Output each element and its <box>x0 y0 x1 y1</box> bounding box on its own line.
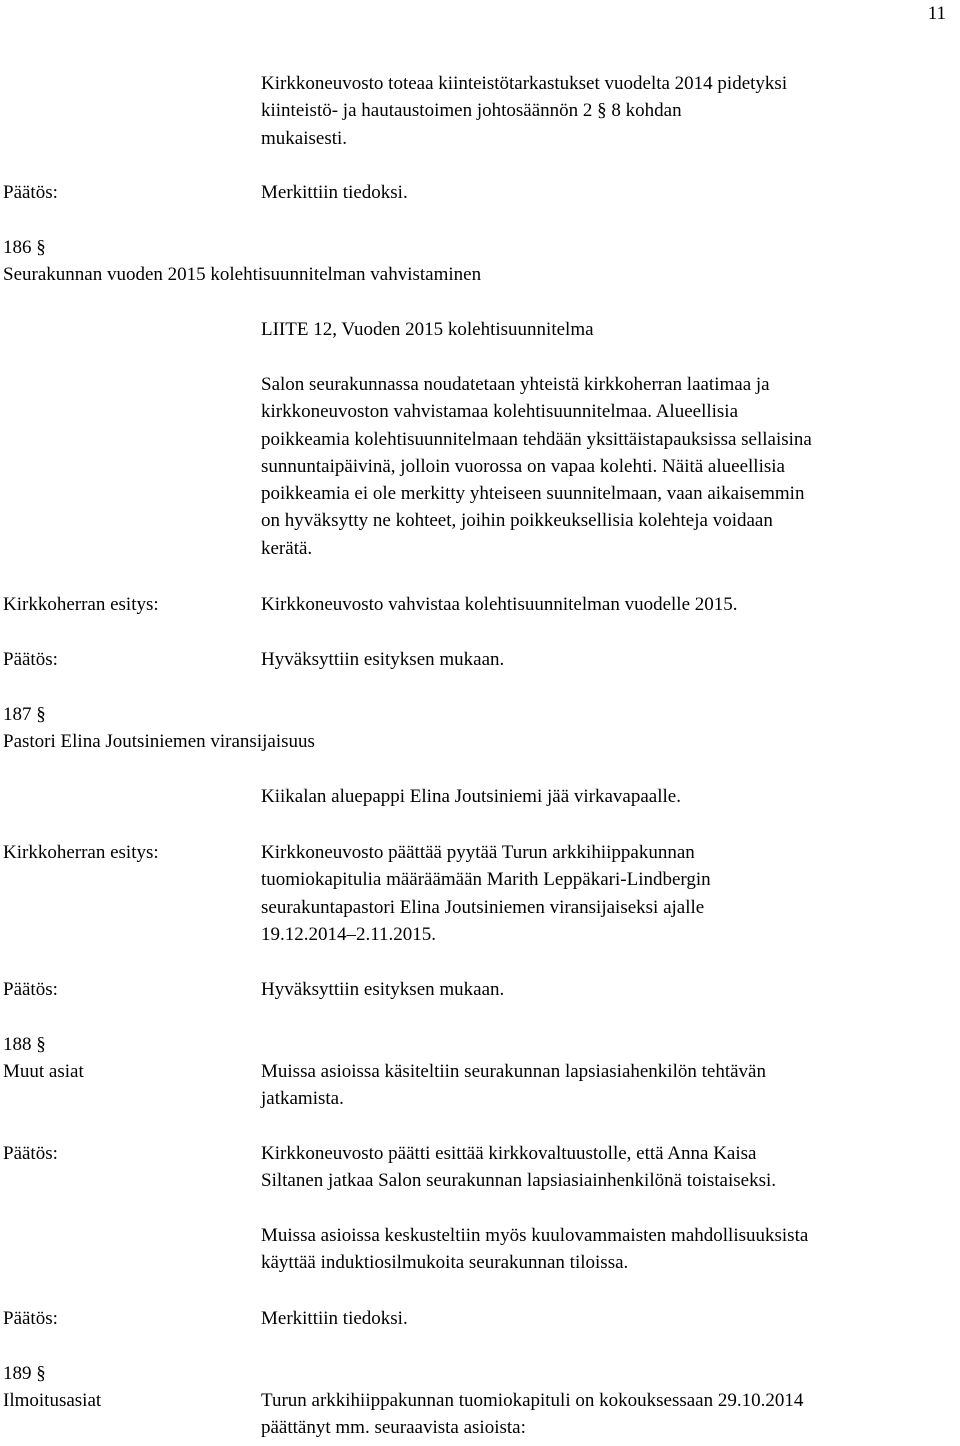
decision-text: Merkittiin tiedoksi. <box>261 1308 408 1329</box>
proposal-line: 19.12.2014–2.11.2015. <box>261 923 437 945</box>
decision-label: Päätös: <box>3 649 58 670</box>
proposal-line: Kirkkoneuvosto päättää pyytää Turun arkkihiippakunnan <box>261 842 695 863</box>
body-line: sunnuntaipäivinä, jolloin vuorossa on vapaa kolehti. Näitä alueellisia <box>261 455 785 477</box>
proposal-text: Kirkkoneuvosto vahvistaa kolehtisuunnitelman vuodelle 2015. <box>261 594 738 615</box>
section-186-body <box>261 371 951 562</box>
intro-line: kiinteistö- ja hautaustoimen johtosäännön 2 § 8 kohdan <box>261 100 682 122</box>
proposal-line: seurakuntapastori Elina Joutsiniemen viransijaiseksi ajalle <box>261 896 705 918</box>
body-line: kerätä. <box>261 537 313 559</box>
section-number: 187 § <box>3 704 46 725</box>
decision-line: Siltanen jatkaa Salon seurakunnan lapsiasiainhenkilönä toistaiseksi. <box>261 1170 776 1192</box>
section-title: Pastori Elina Joutsiniemen viransijaisuus <box>3 731 315 752</box>
section-number: 188 § <box>3 1034 46 1055</box>
body-line: käyttää induktiosilmukoita seurakunnan tiloissa. <box>261 1252 629 1274</box>
section-189-heading <box>3 1360 101 1414</box>
body-line: poikkeamia ei ole merkitty yhteiseen suunnitelmaan, vaan aikaisemmin <box>261 483 805 505</box>
body-line: Muissa asioissa käsiteltiin seurakunnan lapsiasiahenkilön tehtävän <box>261 1061 766 1082</box>
section-188-heading <box>3 1031 84 1085</box>
decision-line: Kirkkoneuvosto päätti esittää kirkkovaltuustolle, että Anna Kaisa <box>261 1143 757 1164</box>
decision-text: Hyväksyttiin esityksen mukaan. <box>261 649 505 670</box>
decision-label: Päätös: <box>3 1143 58 1164</box>
body-line: on hyväksytty ne kohteet, joihin poikkeuksellisia kolehteja voidaan <box>261 510 773 532</box>
proposal-line: tuomiokapitulia määräämään Marith Leppäkari-Lindbergin <box>261 869 711 891</box>
body-line: poikkeamia kolehtisuunnitelmaan tehdään yksittäistapauksissa sellaisina <box>261 428 812 450</box>
section-188-body <box>261 1058 951 1113</box>
section-188-body-2 <box>261 1222 951 1277</box>
attachment-reference: LIITE 12, Vuoden 2015 kolehtisuunnitelma <box>261 319 594 340</box>
body-line: Turun arkkihiippakunnan tuomiokapituli on kokouksessaan 29.10.2014 <box>261 1390 804 1411</box>
section-187-body: Kiikalan aluepappi Elina Joutsiniemi jää virkavapaalle. <box>261 786 681 807</box>
intro-decision-text: Merkittiin tiedoksi. <box>261 182 408 203</box>
decision-label: Päätös: <box>3 1308 58 1329</box>
intro-paragraph <box>261 70 951 152</box>
body-line: Salon seurakunnassa noudatetaan yhteistä kirkkoherran laatimaa ja <box>261 374 770 395</box>
decision-label: Päätös: <box>3 979 58 1000</box>
decision-text: Hyväksyttiin esityksen mukaan. <box>261 979 505 1000</box>
section-186-heading <box>3 234 481 288</box>
proposal-label: Kirkkoherran esitys: <box>3 842 159 863</box>
section-187-heading <box>3 701 315 755</box>
body-line: päättänyt mm. seuraavista asioista: <box>261 1417 526 1439</box>
section-title: Seurakunnan vuoden 2015 kolehtisuunnitelman vahvistaminen <box>3 264 482 285</box>
intro-line: mukaisesti. <box>261 127 348 149</box>
page-number: 11 <box>927 3 946 24</box>
section-number: 189 § <box>3 1363 46 1384</box>
body-line: jatkamista. <box>261 1088 344 1110</box>
decision-text <box>261 1140 951 1195</box>
section-title: Ilmoitusasiat <box>3 1390 102 1411</box>
body-line: kirkkoneuvoston vahvistamaa kolehtisuunnitelmaa. Alueellisia <box>261 401 739 423</box>
section-title: Muut asiat <box>3 1061 84 1082</box>
intro-decision-label: Päätös: <box>3 182 58 203</box>
proposal-label: Kirkkoherran esitys: <box>3 594 159 615</box>
section-number: 186 § <box>3 237 46 258</box>
proposal-text <box>261 839 951 948</box>
section-189-body <box>261 1387 951 1442</box>
intro-line: Kirkkoneuvosto toteaa kiinteistötarkastukset vuodelta 2014 pidetyksi <box>261 73 788 94</box>
body-line: Muissa asioissa keskusteltiin myös kuulovammaisten mahdollisuuksista <box>261 1225 809 1246</box>
